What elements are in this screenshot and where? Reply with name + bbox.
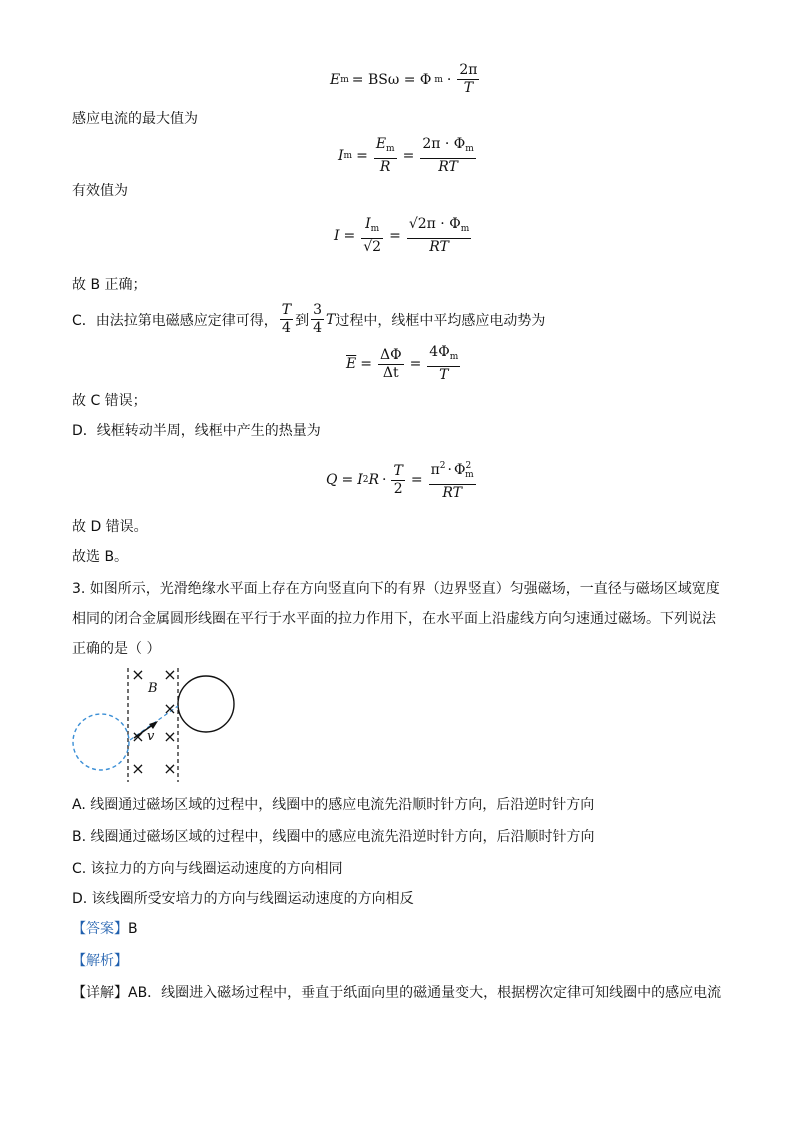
cross-mark: × [131, 665, 145, 684]
text-c-wrong: 故 C 错误； [72, 393, 147, 409]
cross-mark: × [163, 699, 177, 718]
magnetic-field-figure [70, 664, 240, 784]
answer-line [72, 920, 138, 938]
text-b-correct: 故 B 正确； [72, 277, 147, 293]
analysis-line [72, 952, 128, 970]
answer-value: B [128, 921, 138, 937]
option-b: B. 线圈通过磁场区域的过程中，线圈中的感应电流先沿逆时针方向，后沿顺时针方向 [72, 829, 595, 845]
text-effective-value: 有效值为 [72, 183, 128, 199]
velocity-label-v: v [147, 729, 155, 744]
text-d-heat: D．线框转动半周，线框中产生的热量为 [72, 423, 321, 439]
eq1-middle: = BSω = Φ [351, 71, 432, 88]
coil-initial-dashed [73, 714, 129, 770]
line-c: C．由法拉第电磁感应定律可得， $\frac{T}{4}$ 到 $\frac{3}{4}$ T 过程中，线框中平均感应电动势为 [72, 302, 546, 336]
analysis-tag: 【解析】 [72, 953, 128, 969]
equation-heat: Q = I 2 R · $\frac{T}{2}$ = $\frac{\pi^2 \cdot \Phi^2_m}{RT}$ [326, 458, 478, 502]
cross-mark: × [163, 665, 177, 684]
option-c: C. 该拉力的方向与线圈运动速度的方向相同 [72, 861, 343, 877]
detail-text: AB．线圈进入磁场过程中，垂直于纸面向里的磁通量变大，根据楞次定律可知线圈中的感应电流 [128, 985, 722, 1001]
option-d: D. 该线圈所受安培力的方向与线圈运动速度的方向相反 [72, 891, 414, 907]
cross-mark: × [163, 727, 177, 746]
cross-mark: × [131, 727, 145, 746]
text-max-current: 感应电流的最大值为 [72, 111, 198, 127]
text-choose-b: 故选 B。 [72, 549, 129, 565]
detail-line [72, 984, 721, 1002]
coil-final [178, 676, 234, 732]
field-label-b: B [148, 681, 158, 696]
text-d-wrong: 故 D 错误。 [72, 519, 148, 535]
equation-avg-emf: $\overline{E}$ = $\frac{\Delta\Phi}{\Delta t}$ = $\frac{4\Phi_m}{T}$ [346, 344, 459, 383]
fraction-2pi-T: $\frac{2\pi}{T}$ [459, 62, 478, 96]
velocity-arrowhead [149, 721, 158, 729]
equation-em: E m = BSω = Φ m · $\frac{2\pi}{T}$ [330, 62, 478, 96]
question-3-line2: 相同的闭合金属圆形线圈在平行于水平面的拉力作用下，在水平面上沿虚线方向匀速通过磁场。下列说法 [72, 611, 716, 627]
detail-tag: 【详解】 [72, 985, 128, 1001]
option-a: A. 线圈通过磁场区域的过程中，线圈中的感应电流先沿顺时针方向，后沿逆时针方向 [72, 797, 595, 813]
question-3-line1: 3. 如图所示，光滑绝缘水平面上存在方向竖直向下的有界（边界竖直）匀强磁场，一直径与磁场区域宽度 [72, 581, 720, 597]
equation-im: I m = $\frac{E_m}{R}$ = $\frac{2\pi \cdot \Phi_m}{RT}$ [338, 136, 474, 175]
equation-i-eff: I = $\frac{I_m}{√2}$ = $\frac{√2\pi \cdot \Phi_m}{RT}$ [334, 216, 470, 255]
cross-mark: × [131, 759, 145, 778]
answer-tag: 【答案】 [72, 921, 128, 937]
cross-mark: × [163, 759, 177, 778]
question-3-line3: 正确的是（ ） [72, 641, 161, 657]
